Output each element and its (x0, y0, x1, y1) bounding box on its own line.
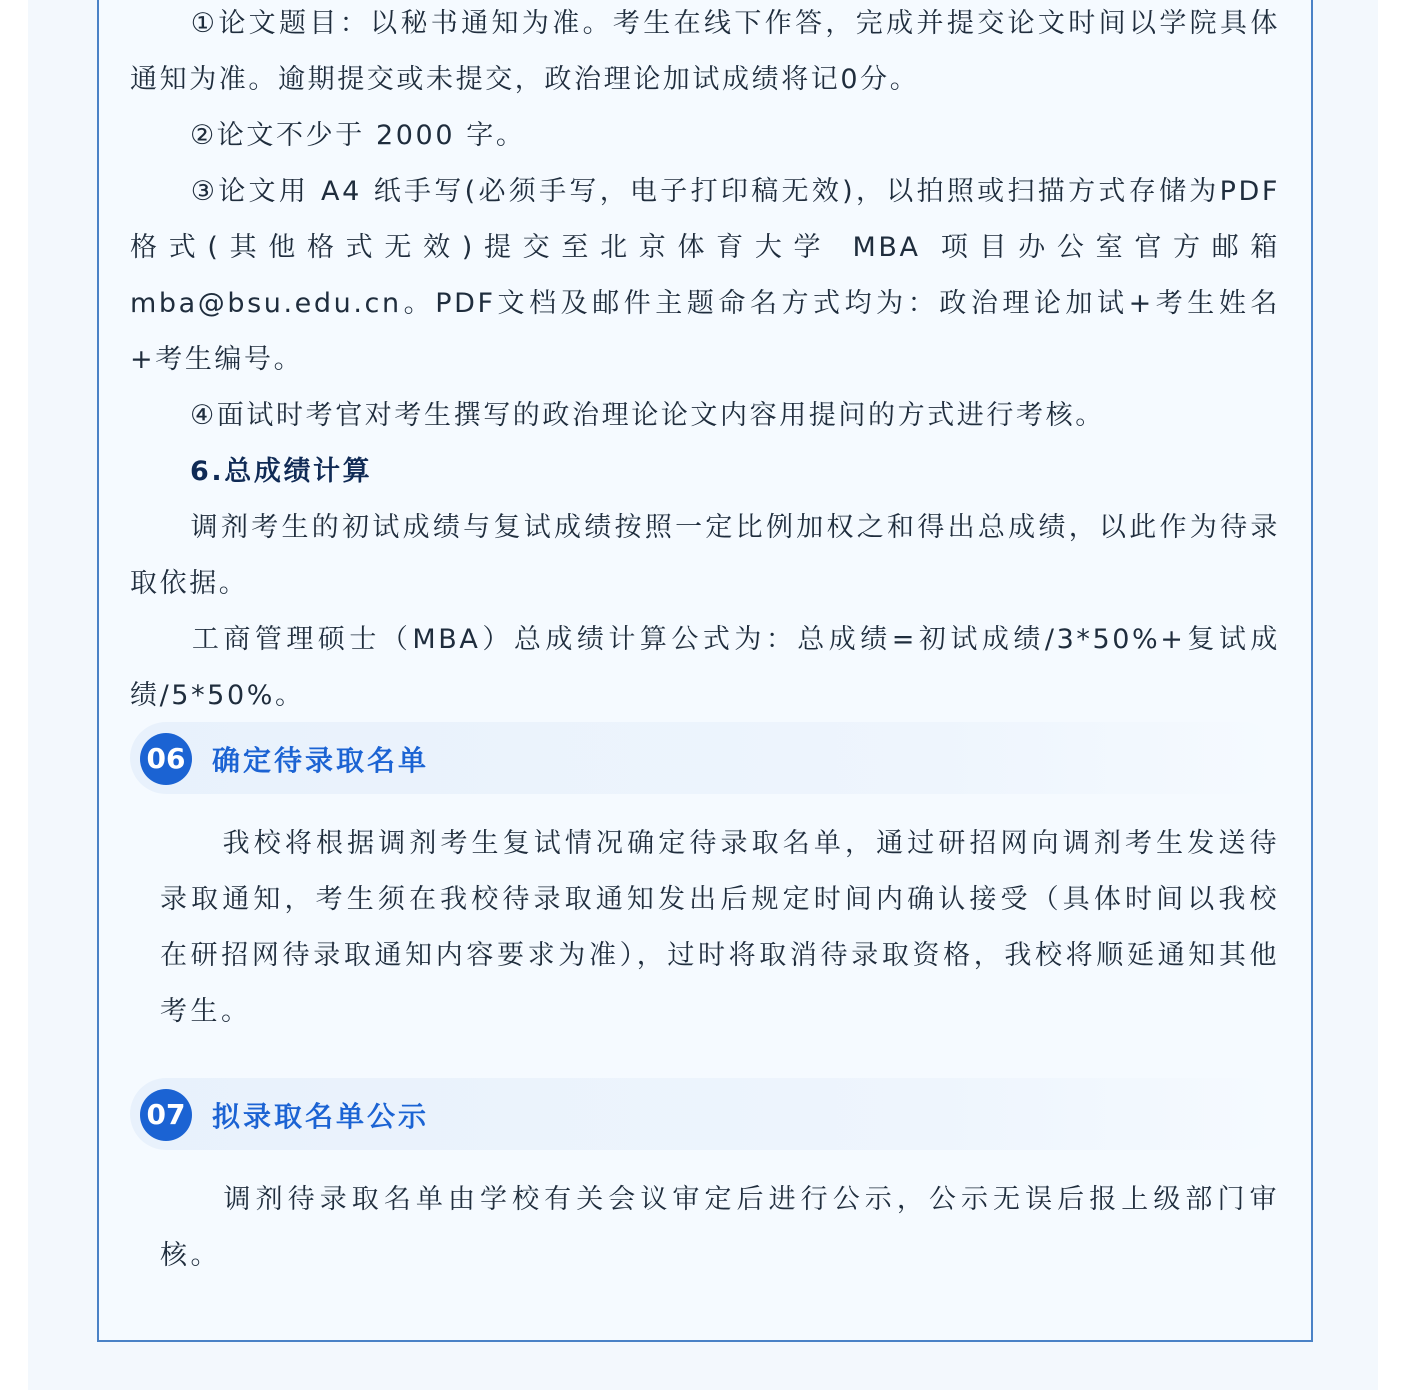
section-title: 确定待录取名单 (212, 744, 430, 777)
section-header-07 (130, 1078, 1280, 1150)
section-body-07 (160, 1172, 1280, 1284)
subheading-text: 6.总成绩计算 (190, 456, 373, 487)
paragraph-score-formula (130, 612, 1280, 724)
paragraph-submission (130, 164, 1280, 388)
paragraph-text: 调剂考生的初试成绩与复试成绩按照一定比例加权之和得出总成绩，以此作为待录取依据。 (130, 512, 1280, 599)
section-header-06 (130, 722, 1280, 794)
section-body-06 (160, 816, 1280, 1040)
paragraph-text: 工商管理硕士（MBA）总成绩计算公式为：总成绩=初试成绩/3*50%+复试成绩/5*50%。 (130, 624, 1280, 711)
section-number-badge: 07 (140, 1089, 192, 1141)
paragraph-text: ①论文题目：以秘书通知为准。考生在线下作答，完成并提交论文时间以学院具体通知为准。逾期提交或未提交，政治理论加试成绩将记0分。 (130, 8, 1280, 95)
paragraph-text: ④面试时考官对考生撰写的政治理论论文内容用提问的方式进行考核。 (190, 400, 1105, 431)
section-title: 拟录取名单公示 (212, 1100, 430, 1133)
paragraph-score-basis (130, 500, 1280, 612)
paragraph-text: 调剂待录取名单由学校有关会议审定后进行公示，公示无误后报上级部门审核。 (160, 1184, 1280, 1271)
paragraph-interview (130, 388, 1280, 444)
paragraph-thesis-topic (130, 0, 1280, 108)
paragraph-text: ②论文不少于 2000 字。 (190, 120, 526, 151)
paragraph-text: 我校将根据调剂考生复试情况确定待录取名单，通过研招网向调剂考生发送待录取通知，考生须在我校待录取通知发出后规定时间内确认接受（具体时间以我校在研招网待录取通知内容要求为准），过时将取消待录取资格，我校将顺延通知其他考生。 (160, 828, 1280, 1027)
section-number-badge: 06 (140, 733, 192, 785)
subheading-total-score (130, 444, 1280, 500)
paragraph-text: ③论文用 A4 纸手写(必须手写，电子打印稿无效)，以拍照或扫描方式存储为PDF 格式(其他格式无效)提交至北京体育大学 MBA 项目办公室官方邮箱mba@bsu.edu.cn。PDF文档及邮件主题命名方式均为：政治理论加试+考生姓名+考生编号。 (130, 176, 1280, 375)
paragraph-word-count (130, 108, 1280, 164)
